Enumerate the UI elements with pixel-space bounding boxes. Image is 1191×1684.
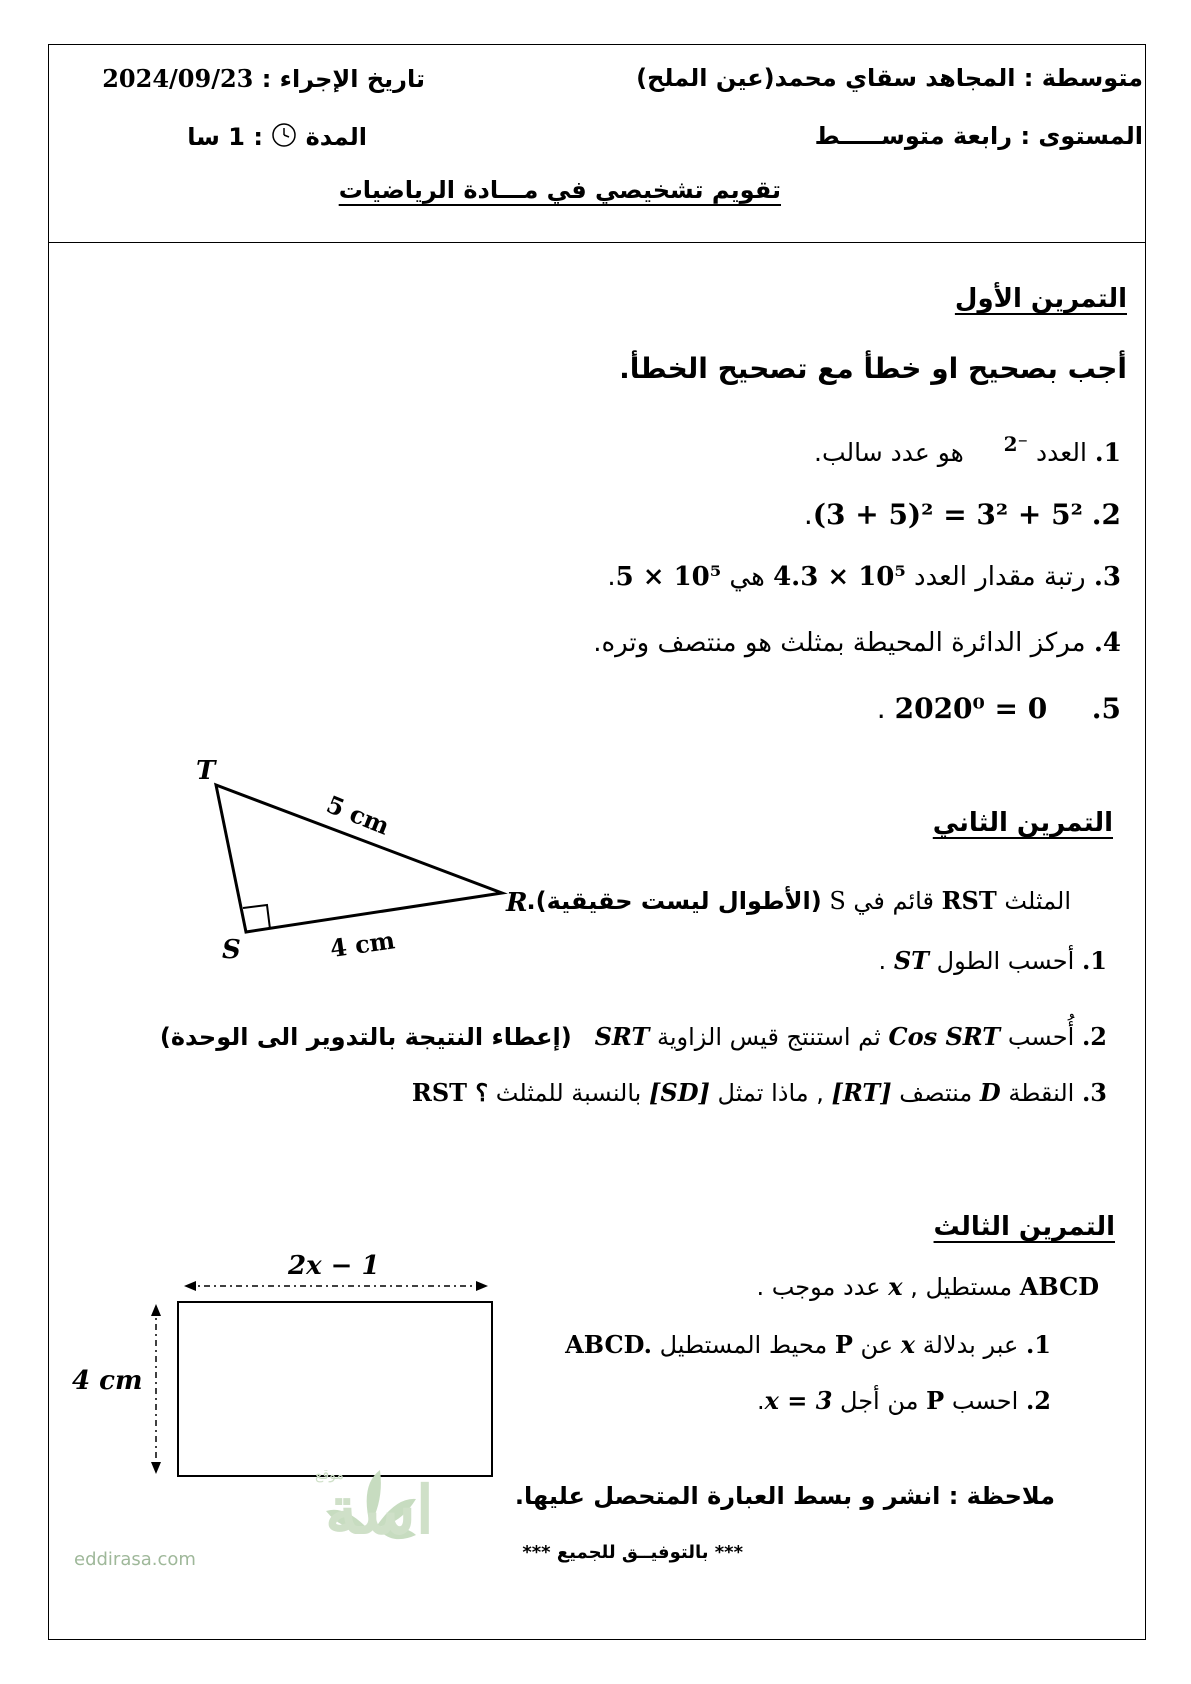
exercise1-instruction: أجب بصحيح او خطأ مع تصحيح الخطأ. <box>619 352 1127 385</box>
ex3-question-2: 2. احسب P من أجل x = 3. <box>756 1386 1051 1415</box>
ex1-item-5-math: 2020⁰ = 0 <box>894 692 1048 725</box>
exercise3-intro: ABCD مستطيل , x عدد موجب . <box>756 1272 1099 1301</box>
school-name: متوسطة : المجاهد سقاي محمد(عين الملح) <box>636 64 1143 92</box>
clock-icon <box>271 122 297 154</box>
ex1-item-4: 4. مركز الدائرة المحيطة بمثلث هو منتصف وتره. <box>593 628 1121 658</box>
ex1-item-2: 2. (3 + 5)² = 3² + 5². <box>803 498 1121 531</box>
watermark-logo <box>70 1465 430 1575</box>
ex1-item-3-math1: 4.3 × 10⁵ <box>773 562 906 592</box>
height-arrow-top <box>151 1304 161 1316</box>
date-label: تاريخ الإجراء : <box>261 65 425 93</box>
ex1-item-3-math2: 5 × 10⁵ <box>615 562 722 592</box>
duration: المدة : 1 سا <box>187 122 367 154</box>
width-arrow-right <box>476 1281 488 1291</box>
ex3-question-1: 1. عبر بدلالة x عن P محيط المستطيل ABCD. <box>565 1330 1051 1359</box>
ex1-item-1: 1. العدد 2⁻ هو عدد سالب. <box>814 432 1121 467</box>
width-label: 2x − 1 <box>288 1251 380 1281</box>
ex1-item-5: 5. 2020⁰ = 0 . <box>876 692 1121 725</box>
ex2-question-1: 1. أحسب الطول ST . <box>878 946 1107 975</box>
right-angle-mark <box>243 905 270 929</box>
angle-srt: SRT <box>594 1022 650 1051</box>
ex1-item-2-math: (3 + 5)² = 3² + 5² <box>812 498 1083 531</box>
exercise2-intro: المثلث RST قائم في S (الأطوال ليست حقيقية). <box>526 886 1071 915</box>
ex3-note: ملاحظة : انشر و بسط العبارة المتحصل عليها. <box>514 1482 1055 1510</box>
ex1-item-3: 3. رتبة مقدار العدد 4.3 × 10⁵ هي 5 × 10⁵. <box>607 562 1121 592</box>
label-t: T <box>196 756 216 786</box>
label-length-sr: 4 cm <box>328 925 397 964</box>
ex2-question-2: 2. أُحسب Cos SRT ثم استنتج قيس الزاوية SRT (إعطاء النتيجة بالتدوير الى الوحدة) <box>159 1022 1107 1051</box>
duration-value: 1 سا <box>187 123 245 151</box>
rectangle-abcd <box>178 1302 492 1476</box>
watermark-site-ar: اسة <box>325 1471 430 1549</box>
label-r: R <box>506 888 528 918</box>
watermark-site-en: eddirasa.com <box>74 1549 196 1570</box>
watermark-site-small: موقع <box>315 1467 344 1483</box>
exercise1-heading: التمرين الأول <box>954 284 1127 314</box>
level: المستوى : رابعة متوســـــط <box>814 122 1143 150</box>
date-value: 2024/09/23 <box>102 64 254 93</box>
cos-srt: Cos SRT <box>888 1022 1001 1051</box>
header-divider <box>48 242 1146 243</box>
exercise3-heading: التمرين الثالث <box>933 1212 1115 1242</box>
label-s: S <box>222 935 241 965</box>
exercise2-heading: التمرين الثاني <box>932 808 1113 838</box>
exam-date <box>102 64 425 93</box>
ex2-question-3: 3. النقطة D منتصف [RT] , ماذا تمثل [SD] بالنسبة للمثلث RST ؟ <box>411 1078 1107 1107</box>
width-arrow-left <box>184 1281 196 1291</box>
page-title: تقويم تشخيصي في مـــادة الرياضيات <box>338 176 781 204</box>
ex1-item-1-math: 2⁻ <box>1003 432 1029 456</box>
watermark <box>70 1465 430 1579</box>
label-length-tr: 5 cm <box>322 789 394 841</box>
triangle-figure <box>180 745 540 965</box>
height-label: 4 cm <box>72 1366 143 1396</box>
rectangle-figure <box>60 1244 510 1484</box>
duration-label: المدة <box>305 123 367 151</box>
footer-wish: *** بالتوفيــق للجميع *** <box>522 1542 743 1563</box>
